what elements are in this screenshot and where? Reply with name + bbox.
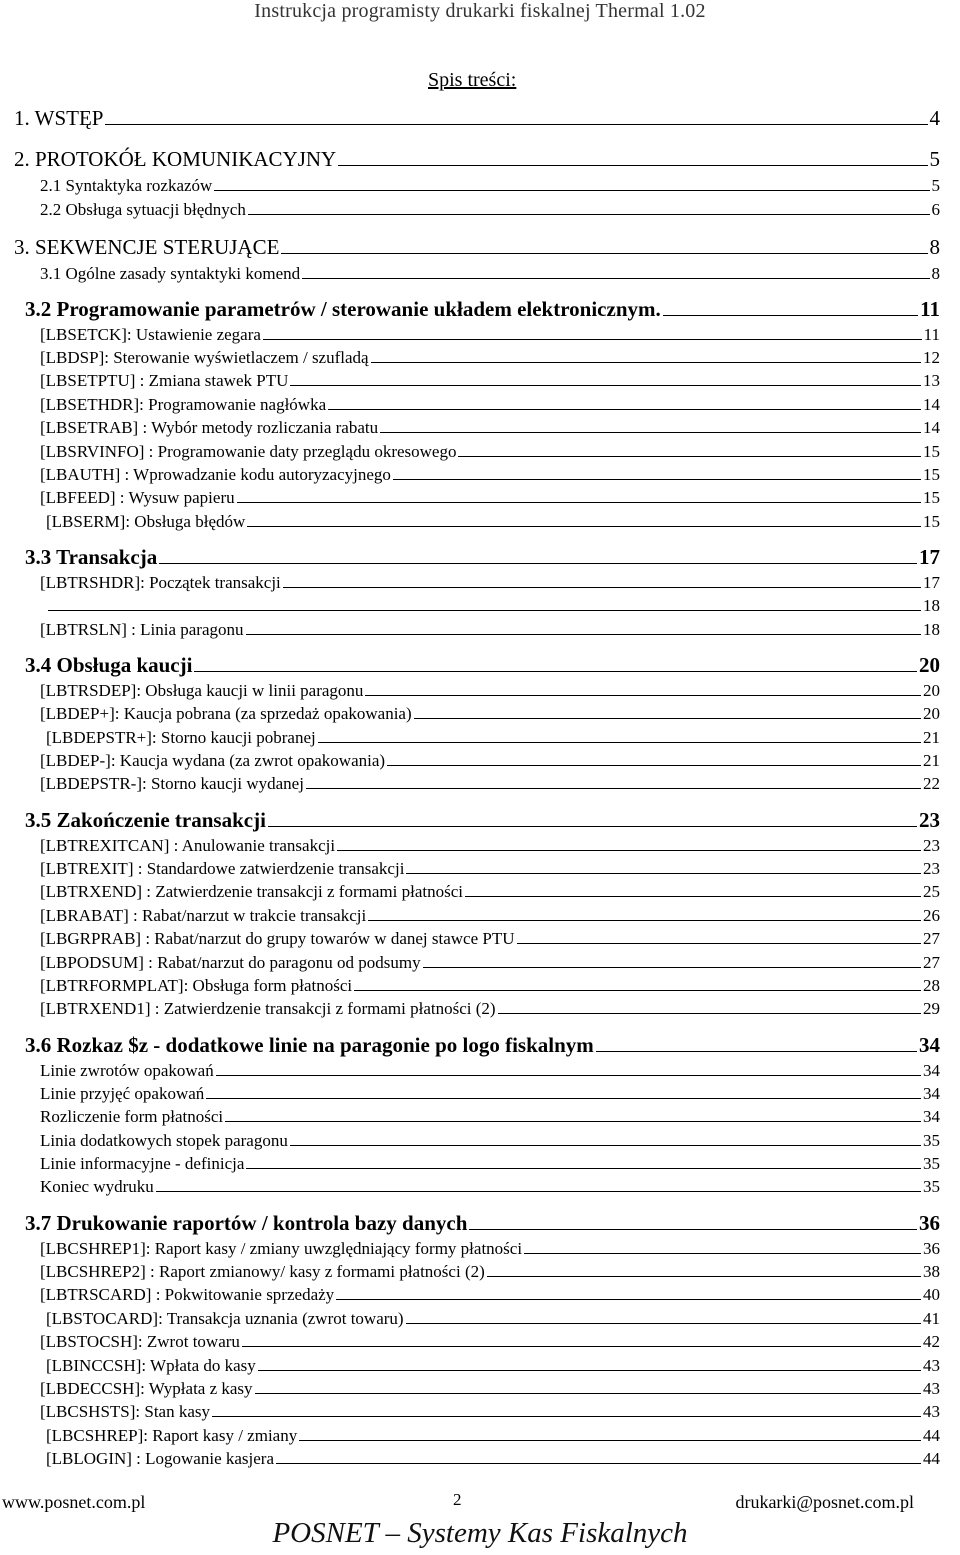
toc-entry-page: 14 <box>923 395 940 414</box>
toc-entry[interactable] <box>46 1426 940 1446</box>
toc-entry-title: [LBCSHREP2] : Raport zmianowy/ kasy z formami płatności (2) <box>40 1262 485 1281</box>
toc-entry-page: 22 <box>923 774 940 793</box>
toc-leader-line <box>276 1463 921 1464</box>
toc-entry-page: 26 <box>923 906 940 925</box>
toc-entry-title: [LBTRSCARD] : Pokwitowanie sprzedaży <box>40 1285 335 1304</box>
footer-brand: POSNET – Systemy Kas Fiskalnych <box>272 1517 688 1549</box>
toc-leader-line <box>212 1416 921 1417</box>
toc-entry-title: [LBDSP]: Sterowanie wyświetlaczem / szufladą <box>40 348 369 367</box>
toc-entry-page: 28 <box>923 976 940 995</box>
toc-leader-line <box>596 1051 917 1052</box>
toc-entry-page: 20 <box>923 704 940 723</box>
toc-leader-line <box>406 873 921 874</box>
toc-leader-line <box>159 563 917 564</box>
toc-entry-title: 3.1 Ogólne zasady syntaktyki komend <box>40 264 301 283</box>
toc-entry-title: 3.6 Rozkaz $z - dodatkowe linie na paragonie po logo fiskalnym <box>25 1033 594 1057</box>
toc-entry-page: 44 <box>923 1449 940 1468</box>
toc-leader-line <box>663 315 918 316</box>
toc-leader-line <box>306 788 921 789</box>
toc-entry-page: 34 <box>923 1084 940 1103</box>
toc-entry-title: [LBTREXITCAN] : Anulowanie transakcji <box>40 836 336 855</box>
toc-leader-line <box>354 990 921 991</box>
toc-entry-title: [LBTRXEND1] : Zatwierdzenie transakcji z formami płatności (2) <box>40 999 496 1018</box>
toc-entry-title: 3.2 Programowanie parametrów / sterowanie układem elektronicznym. <box>25 297 661 321</box>
toc-entry-title: 3.4 Obsługa kaucji <box>25 653 193 677</box>
toc-entry[interactable] <box>40 1332 940 1352</box>
toc-entry-page: 17 <box>919 545 940 569</box>
toc-entry-page: 5 <box>929 147 940 171</box>
toc-entry[interactable] <box>40 1402 940 1422</box>
toc-leader-line <box>338 165 927 166</box>
toc-leader-line <box>387 765 921 766</box>
toc-entry-title: [LBAUTH] : Wprowadzanie kodu autoryzacyjnego <box>40 465 391 484</box>
toc-entry[interactable] <box>40 573 940 593</box>
toc-leader-line <box>365 695 921 696</box>
toc-entry[interactable] <box>46 1356 940 1376</box>
toc-entry-title: [LBINCCSH]: Wpłata do kasy <box>46 1356 256 1375</box>
toc-entry-page: 35 <box>923 1131 940 1150</box>
toc-entry[interactable] <box>25 297 940 322</box>
toc-leader-line <box>156 1191 921 1192</box>
toc-title: Spis treści: <box>428 69 517 91</box>
toc-entry[interactable] <box>14 147 940 172</box>
toc-entry-page: 42 <box>923 1332 940 1351</box>
toc-entry[interactable] <box>40 1239 940 1259</box>
toc-entry-page: 18 <box>923 620 940 639</box>
toc-entry[interactable] <box>25 653 940 678</box>
toc-leader-line <box>302 278 929 279</box>
toc-entry-title: [LBPODSUM] : Rabat/narzut do paragonu od podsumy <box>40 953 421 972</box>
toc-entry-page: 8 <box>931 264 940 283</box>
toc-entry[interactable] <box>40 1107 940 1127</box>
toc-entry-page: 5 <box>931 176 940 195</box>
toc-entry[interactable] <box>40 1154 940 1174</box>
toc-entry-title: 2.2 Obsługa sytuacji błędnych <box>40 200 246 219</box>
toc-leader-line <box>246 1168 921 1169</box>
footer-page-number: 2 <box>453 1490 462 1509</box>
toc-entry-page: 29 <box>923 999 940 1018</box>
toc-leader-line <box>237 502 921 503</box>
toc-leader-line <box>487 1276 921 1277</box>
toc-leader-line <box>498 1013 921 1014</box>
toc-entry-title: [LBCSHSTS]: Stan kasy <box>40 1402 211 1421</box>
toc-entry-page: 13 <box>923 371 940 390</box>
toc-leader-line <box>248 214 930 215</box>
toc-entry[interactable] <box>25 1211 940 1236</box>
toc-entry[interactable] <box>14 106 940 131</box>
toc-entry-page: 17 <box>923 573 940 592</box>
toc-entry-page: 27 <box>923 929 940 948</box>
toc-leader-line <box>423 967 921 968</box>
toc-entry[interactable] <box>40 325 940 345</box>
toc-leader-line <box>268 826 917 827</box>
toc-leader-line <box>517 943 922 944</box>
toc-entry-page: 34 <box>923 1061 940 1080</box>
toc-entry-title: [LBFEED] : Wysuw papieru <box>40 488 235 507</box>
toc-entry-page: 11 <box>923 325 940 344</box>
toc-entry[interactable] <box>40 751 940 771</box>
toc-entry[interactable] <box>40 1379 940 1399</box>
toc-entry-title: [LBTRSDEP]: Obsługa kaucji w linii paragonu <box>40 681 364 700</box>
toc-leader-line <box>290 1145 921 1146</box>
toc-entry-page: 25 <box>923 882 940 901</box>
toc-entry[interactable] <box>46 728 940 748</box>
toc-leader-line <box>368 920 921 921</box>
toc-entry-page: 15 <box>923 442 940 461</box>
toc-entry-page: 6 <box>931 200 940 219</box>
toc-entry-title: [LBSTOCARD]: Transakcja uznania (zwrot towaru) <box>46 1309 404 1328</box>
toc-entry-title: [LBTRFORMPLAT]: Obsługa form płatności <box>40 976 353 995</box>
toc-entry[interactable] <box>40 348 940 368</box>
toc-entry[interactable] <box>40 465 940 485</box>
toc-entry-title: 3.3 Transakcja <box>25 545 158 569</box>
toc-entry[interactable] <box>40 1285 940 1305</box>
toc-entry[interactable] <box>40 681 940 701</box>
toc-entry-page: 23 <box>919 808 940 832</box>
toc-entry-page: 38 <box>923 1262 940 1281</box>
toc-leader-line <box>194 671 917 672</box>
toc-entry-page: 35 <box>923 1177 940 1196</box>
toc-entry-title: [LBTREXIT] : Standardowe zatwierdzenie transakcji <box>40 859 405 878</box>
footer-website: www.posnet.com.pl <box>2 1492 146 1512</box>
toc-leader-line <box>524 1253 921 1254</box>
toc-entry-title: [LBLOGIN] : Logowanie kasjera <box>46 1449 275 1468</box>
toc-entry-title: 3. SEKWENCJE STERUJĄCE <box>14 235 280 259</box>
toc-entry-title: [LBDEPSTR+]: Storno kaucji pobranej <box>46 728 316 747</box>
toc-leader-line <box>214 190 929 191</box>
toc-entry-title: [LBDEP+]: Kaucja pobrana (za sprzedaż opakowania) <box>40 704 412 723</box>
toc-entry-page: 11 <box>920 297 940 321</box>
toc-leader-line <box>225 1121 921 1122</box>
toc-leader-line <box>336 1299 921 1300</box>
toc-entry[interactable] <box>40 488 940 508</box>
toc-entry[interactable] <box>40 882 940 902</box>
toc-leader-line <box>380 432 921 433</box>
toc-entry[interactable] <box>40 264 940 284</box>
toc-entry-page: 36 <box>919 1211 940 1235</box>
toc-entry-page: 41 <box>923 1309 940 1328</box>
toc-entry[interactable] <box>40 1131 940 1151</box>
toc-leader-line <box>247 526 921 527</box>
toc-entry-title: [LBDEPSTR-]: Storno kaucji wydanej <box>40 774 304 793</box>
toc-entry-title: [LBTRSLN] : Linia paragonu <box>40 620 244 639</box>
toc-entry[interactable] <box>40 176 940 196</box>
toc-entry[interactable] <box>40 906 940 926</box>
toc-leader-line <box>318 742 921 743</box>
toc-leader-line <box>371 362 921 363</box>
toc-entry[interactable] <box>25 545 940 570</box>
toc-entry-page: 18 <box>923 596 940 615</box>
document-header: Instrukcja programisty drukarki fiskalnej Thermal 1.02 <box>254 0 706 22</box>
toc-entry-title: [LBSETCK]: Ustawienie zegara <box>40 325 261 344</box>
toc-entry[interactable] <box>14 235 940 260</box>
toc-entry-title: Linie zwrotów opakowań <box>40 1061 214 1080</box>
toc-entry-title: 3.5 Zakończenie transakcji <box>25 808 266 832</box>
toc-leader-line <box>216 1075 921 1076</box>
toc-entry-title: [LBSRVINFO] : Programowanie daty przeglądu okresowego <box>40 442 457 461</box>
toc-entry[interactable] <box>40 859 940 879</box>
toc-entry-title: 2. PROTOKÓŁ KOMUNIKACYJNY <box>14 147 337 171</box>
toc-entry-title: [LBSERM]: Obsługa błędów <box>46 512 246 531</box>
toc-entry-title: [LBCSHREP1]: Raport kasy / zmiany uwzględniający formy płatności <box>40 1239 523 1258</box>
toc-entry-title: 1. WSTĘP <box>14 106 104 130</box>
toc-entry-title: [LBSETHDR]: Programowanie nagłówka <box>40 395 327 414</box>
toc-entry[interactable] <box>40 1177 940 1197</box>
toc-entry-title: [LBRABAT] : Rabat/narzut w trakcie transakcji <box>40 906 367 925</box>
toc-leader-line <box>283 587 921 588</box>
toc-leader-line <box>255 1393 921 1394</box>
footer-email: drukarki@posnet.com.pl <box>735 1492 914 1512</box>
toc-entry-title: [LBGRPRAB] : Rabat/narzut do grupy towarów w danej stawce PTU <box>40 929 515 948</box>
toc-entry[interactable] <box>40 929 940 949</box>
toc-entry[interactable] <box>40 976 940 996</box>
toc-entry-title: 3.7 Drukowanie raportów / kontrola bazy danych <box>25 1211 468 1235</box>
toc-entry-page: 43 <box>923 1402 940 1421</box>
toc-entry[interactable] <box>40 1262 940 1282</box>
toc-entry-page: 14 <box>923 418 940 437</box>
toc-entry[interactable] <box>40 836 940 856</box>
toc-leader-line <box>469 1229 917 1230</box>
toc-entry-page: 12 <box>923 348 940 367</box>
toc-leader-line <box>465 896 921 897</box>
toc-leader-line <box>105 124 927 125</box>
toc-entry[interactable] <box>46 512 940 532</box>
toc-entry-page: 35 <box>923 1154 940 1173</box>
toc-entry-title: [LBSETRAB] : Wybór metody rozliczania rabatu <box>40 418 379 437</box>
toc-entry-page: 23 <box>923 836 940 855</box>
toc-entry-page: 21 <box>923 728 940 747</box>
toc-leader-line <box>258 1370 921 1371</box>
toc-entry-title: Linia dodatkowych stopek paragonu <box>40 1131 288 1150</box>
toc-entry[interactable] <box>40 442 940 462</box>
toc-entry-page: 34 <box>919 1033 940 1057</box>
toc-entry[interactable] <box>40 704 940 724</box>
toc-entry-page: 20 <box>923 681 940 700</box>
toc-entry-title: Rozliczenie form płatności <box>40 1107 224 1126</box>
toc-leader-line <box>393 479 921 480</box>
toc-entry[interactable] <box>40 1061 940 1081</box>
toc-entry[interactable] <box>46 1309 940 1329</box>
toc-leader-line <box>48 610 921 611</box>
toc-entry-page: 15 <box>923 512 940 531</box>
toc-entry-page: 40 <box>923 1285 940 1304</box>
toc-entry-title: [LBTRSHDR]: Początek transakcji <box>40 573 281 592</box>
toc-entry[interactable] <box>40 418 940 438</box>
toc-leader-line <box>299 1440 921 1441</box>
toc-entry-page: 34 <box>923 1107 940 1126</box>
toc-entry[interactable] <box>46 596 940 616</box>
toc-leader-line <box>206 1098 921 1099</box>
toc-leader-line <box>246 634 922 635</box>
toc-entry-title: Linie przyjęć opakowań <box>40 1084 205 1103</box>
toc-leader-line <box>263 339 922 340</box>
toc-entry[interactable] <box>25 1033 940 1058</box>
toc-entry-title: 2.1 Syntaktyka rozkazów <box>40 176 213 195</box>
toc-entry-page: 21 <box>923 751 940 770</box>
toc-entry[interactable] <box>25 808 940 833</box>
toc-leader-line <box>458 456 921 457</box>
toc-entry[interactable] <box>40 1084 940 1104</box>
toc-leader-line <box>337 850 921 851</box>
toc-entry-title: [LBSTOCSH]: Zwrot towaru <box>40 1332 240 1351</box>
toc-leader-line <box>414 718 921 719</box>
toc-entry-title: Linie informacyjne - definicja <box>40 1154 245 1173</box>
toc-entry[interactable] <box>40 774 940 794</box>
toc-entry[interactable] <box>40 371 940 391</box>
toc-entry-page: 15 <box>923 465 940 484</box>
toc-leader-line <box>290 385 921 386</box>
toc-entry-title: [LBSETPTU] : Zmiana stawek PTU <box>40 371 289 390</box>
toc-entry[interactable] <box>40 999 940 1019</box>
toc-entry-title: [LBCSHREP]: Raport kasy / zmiany <box>46 1426 298 1445</box>
toc-entry[interactable] <box>40 953 940 973</box>
toc-leader-line <box>242 1346 921 1347</box>
toc-entry[interactable] <box>40 395 940 415</box>
toc-entry[interactable] <box>46 1449 940 1469</box>
toc-entry[interactable] <box>40 620 940 640</box>
toc-leader-line <box>406 1323 921 1324</box>
toc-entry[interactable] <box>40 200 940 220</box>
toc-entry-page: 4 <box>929 106 940 130</box>
toc-leader-line <box>281 253 927 254</box>
toc-entry-page: 43 <box>923 1356 940 1375</box>
toc-leader-line <box>328 409 921 410</box>
toc-entry-page: 44 <box>923 1426 940 1445</box>
toc-entry-page: 23 <box>923 859 940 878</box>
toc-entry-page: 8 <box>929 235 940 259</box>
toc-entry-page: 27 <box>923 953 940 972</box>
toc-entry-page: 36 <box>923 1239 940 1258</box>
toc-entry-title: [LBDEP-]: Kaucja wydana (za zwrot opakowania) <box>40 751 386 770</box>
toc-entry-title: Koniec wydruku <box>40 1177 154 1196</box>
toc-entry-page: 43 <box>923 1379 940 1398</box>
toc-entry-title: [LBDECCSH]: Wypłata z kasy <box>40 1379 253 1398</box>
toc-entry-title: [LBTRXEND] : Zatwierdzenie transakcji z formami płatności <box>40 882 463 901</box>
toc-entry-page: 15 <box>923 488 940 507</box>
toc-entry-page: 20 <box>919 653 940 677</box>
